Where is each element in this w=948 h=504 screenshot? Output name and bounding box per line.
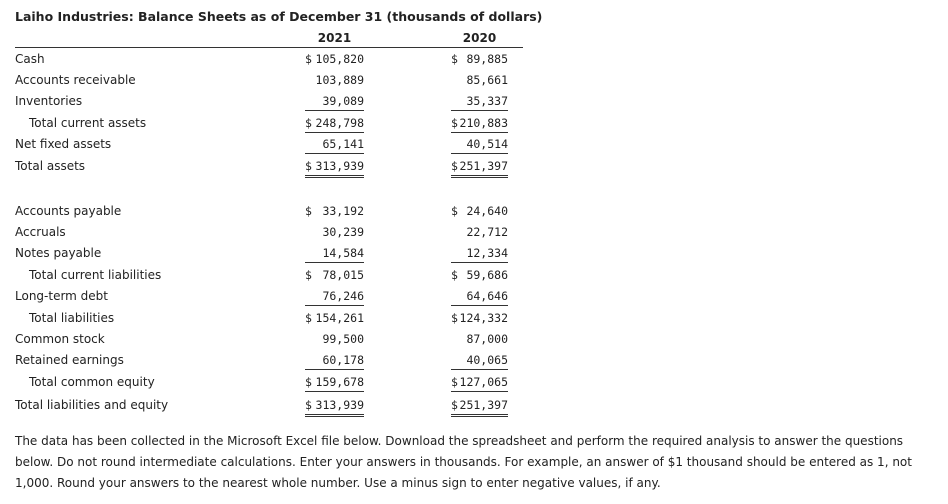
table-row-total-current-assets [0, 112, 948, 133]
row-label: Accounts receivable [15, 73, 136, 87]
table-row-cash [0, 48, 948, 69]
value-2020: $ 24,640 [451, 204, 508, 218]
table-row-total-assets [0, 155, 948, 176]
column-header-2021: 2021 [317, 31, 352, 45]
value-2020: 40,065 [451, 353, 508, 370]
value-2020: $ 251,397 [451, 159, 508, 178]
row-label: Total assets [15, 159, 86, 173]
table-row-accounts-payable [0, 200, 948, 221]
value-2021: $ 313,939 [305, 398, 364, 417]
row-label: Cash [15, 52, 45, 66]
value-2020: $ 89,885 [451, 52, 508, 66]
table-row-inventories [0, 90, 948, 111]
value-2020: $ 210,883 [451, 116, 508, 133]
table-row-long-term-debt [0, 285, 948, 306]
value-2020: 12,334 [451, 246, 508, 263]
instructions-text: The data has been collected in the Microsoft Excel file below. Download the spreadsheet and perform the required analysis to answer the questions below. Do not round intermediate calculations. Enter your answers in thousands. For example, an answer of $1 thousand should be entered as 1, not 1,000. Round your answers to the nearest whole number. Use a minus sign to enter negative values, if any. [15, 434, 912, 490]
value-2021: $ 154,261 [305, 311, 364, 325]
table-row-total-common-equity [0, 371, 948, 392]
value-2020: $ 124,332 [451, 311, 508, 325]
table-row-accounts-receivable [0, 69, 948, 90]
row-label: Total common equity [29, 375, 155, 389]
value-2021: $ 313,939 [305, 159, 364, 178]
page-title: Laiho Industries: Balance Sheets as of December 31 (thousands of dollars) [15, 9, 543, 24]
table-row-total-liabilities-and-equity [0, 394, 948, 415]
row-label: Inventories [15, 94, 83, 108]
table-row-total-liabilities [0, 307, 948, 328]
value-2021: $ 33,192 [305, 204, 364, 218]
value-2020: 40,514 [451, 137, 508, 154]
table-row-net-fixed-assets [0, 133, 948, 154]
row-label: Total liabilities and equity [15, 398, 169, 412]
table-row-retained-earnings [0, 349, 948, 370]
value-2021: 103,889 [315, 73, 364, 87]
value-2020: $ 59,686 [451, 268, 508, 282]
table-row-total-current-liabilities [0, 264, 948, 285]
value-2021: 30,239 [322, 225, 364, 239]
value-2020: 87,000 [466, 332, 508, 346]
row-label: Total current liabilities [29, 268, 162, 282]
row-label: Long-term debt [15, 289, 109, 303]
column-header-2020: 2020 [462, 31, 497, 45]
value-2020: 35,337 [451, 94, 508, 111]
row-label: Total current assets [29, 116, 147, 130]
value-2020: 85,661 [466, 73, 508, 87]
value-2021: $ 159,678 [305, 375, 364, 392]
table-row-notes-payable [0, 242, 948, 263]
value-2020: 64,646 [451, 289, 508, 306]
value-2021: 99,500 [322, 332, 364, 346]
value-2020: $ 127,065 [451, 375, 508, 392]
value-2021: 65,141 [305, 137, 364, 154]
value-2021: $ 105,820 [305, 52, 364, 66]
row-label: Accounts payable [15, 204, 122, 218]
value-2021: 14,584 [305, 246, 364, 263]
row-label: Total liabilities [29, 311, 115, 325]
row-label: Common stock [15, 332, 105, 346]
value-2020: 22,712 [466, 225, 508, 239]
value-2021: $ 78,015 [305, 268, 364, 282]
value-2021: 76,246 [305, 289, 364, 306]
value-2020: $ 251,397 [451, 398, 508, 417]
table-row-accruals [0, 221, 948, 242]
value-2021: 60,178 [305, 353, 364, 370]
table-row-common-stock [0, 328, 948, 349]
value-2021: 39,089 [305, 94, 364, 111]
row-label: Net fixed assets [15, 137, 112, 151]
row-label: Accruals [15, 225, 66, 239]
value-2021: $ 248,798 [305, 116, 364, 133]
row-label: Retained earnings [15, 353, 124, 367]
row-label: Notes payable [15, 246, 102, 260]
